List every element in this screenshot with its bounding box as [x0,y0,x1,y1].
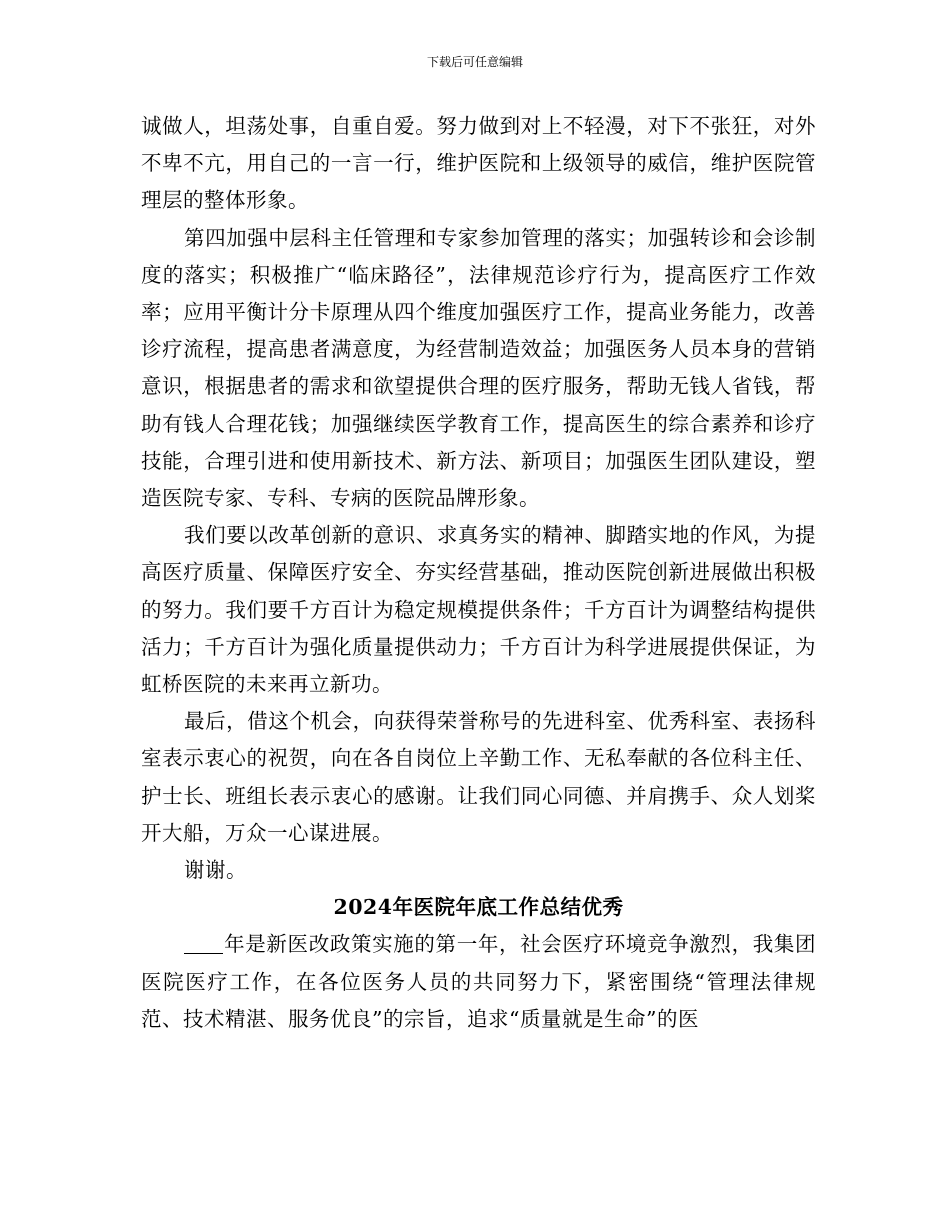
document-body [141,108,816,1038]
paragraph-thank-you: 谢谢。 [184,858,248,883]
paragraph-closing-thanks: 最后，借这个机会，向获得荣誉称号的先进科室、优秀科室、表扬科室表示衷心的祝贺，向在各自岗位上辛勤工作、无私奉献的各位科主任、护士长、班组长表示衷心的感谢。让我们同心同德、并肩携手、众人划桨开大船，万众一心谋进展。 [141,709,816,845]
paragraph-summary-intro [141,926,816,1038]
section-title: 2024年医院年底工作总结优秀 [333,895,624,920]
blank-underline [184,933,223,953]
paragraph-continuation: 诚做人，坦荡处事，自重自爱。努力做到对上不轻漫，对下不张狂，对外不卑不亢，用自己的一言一行，维护医院和上级领导的威信，维护医院管理层的整体形象。 [141,114,816,213]
paragraph-summary-text: 年是新医改政策实施的第一年，社会医疗环境竞争激烈，我集团医院医疗工作，在各位医务人员的共同努力下，紧密围绕“管理法律规范、技术精湛、服务优良”的宗旨，追求“质量就是生命”的医 [141,932,816,1031]
paragraph-fourth-point: 第四加强中层科主任管理和专家参加管理的落实；加强转诊和会诊制度的落实；积极推广“临床路径”，法律规范诊疗行为，提高医疗工作效率；应用平衡计分卡原理从四个维度加强医疗工作，提高业务能力，改善诊疗流程，提高患者满意度，为经营制造效益；加强医务人员本身的营销意识，根据患者的需求和欲望提供合理的医疗服务，帮助无钱人省钱，帮助有钱人合理花钱；加强继续医学教育工作，提高医生的综合素养和诊疗技能，合理引进和使用新技术、新方法、新项目；加强医生团队建设，塑造医院专家、专科、专病的医院品牌形象。 [141,225,816,511]
paragraph-reform-innovation: 我们要以改革创新的意识、求真务实的精神、脚踏实地的作风，为提高医疗质量、保障医疗安全、夯实经营基础，推动医院创新进展做出积极的努力。我们要千方百计为稳定规模提供条件；千方百计为调整结构提供活力；千方百计为强化质量提供动力；千方百计为科学进展提供保证，为虹桥医院的未来再立新功。 [141,523,816,697]
page-header-note: 下载后可任意编辑 [426,55,523,69]
